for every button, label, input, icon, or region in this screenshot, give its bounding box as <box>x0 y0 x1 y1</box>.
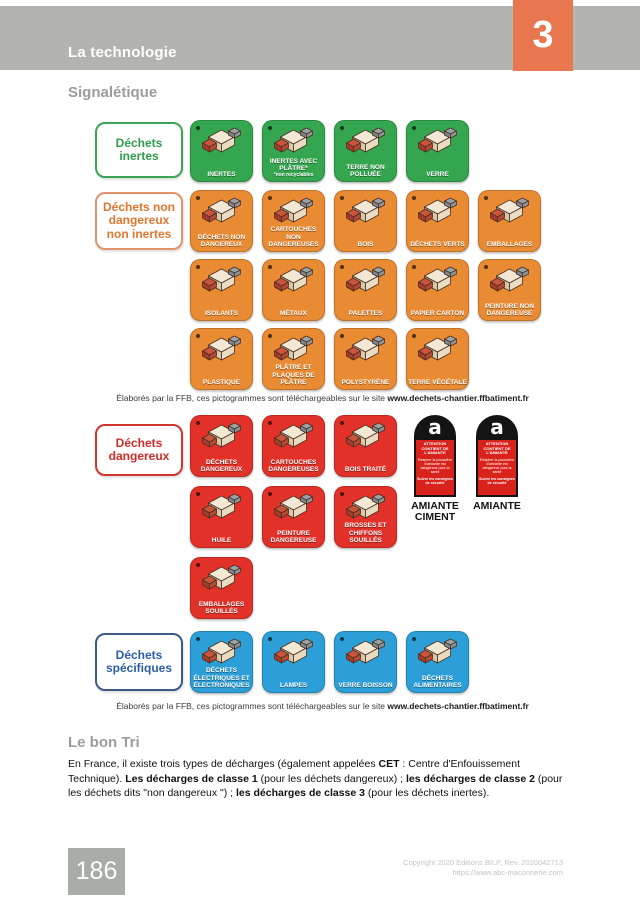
pictogram-tile-terre-vegetale <box>406 328 469 390</box>
asbestos-tag-amiante-ciment <box>414 415 456 497</box>
pictogram-label: VERRE BOISSON <box>338 681 393 689</box>
section-title-bon-tri: Le bon Tri <box>68 734 140 751</box>
asbestos-warning-panel <box>414 440 456 497</box>
asbestos-info-text: Respirer la poussière d'amiante est dangereux pour la santé <box>480 457 514 475</box>
waste-pictogram-icon <box>197 333 246 365</box>
pictogram-label: PAPIER CARTON <box>410 309 465 317</box>
asbestos-label-amiante-ciment: AMIANTE CIMENT <box>411 500 459 523</box>
asbestos-a-icon: a <box>476 415 518 440</box>
pictogram-tile-emballages <box>478 190 541 252</box>
waste-pictogram-icon <box>485 195 534 227</box>
waste-pictogram-icon <box>269 333 318 365</box>
waste-pictogram-icon <box>197 264 246 296</box>
pictogram-tile-verre <box>406 120 469 182</box>
waste-pictogram-icon <box>341 125 390 157</box>
pictogram-label: BROSSES ET CHIFFONS SOUILLÉS <box>344 522 387 544</box>
waste-pictogram-icon <box>269 636 318 668</box>
pictogram-tile-metaux <box>262 259 325 321</box>
pictogram-tile-papier-carton <box>406 259 469 321</box>
pictogram-label: EMBALLAGES <box>486 240 533 248</box>
pictogram-label: TERRE NON POLLUÉE <box>346 163 385 178</box>
copyright-line1: Copyright 2020 Editions BILP, Rev. 2020042713 <box>403 858 563 867</box>
pictogram-tile-verre-boisson <box>334 631 397 693</box>
bon-tri-paragraph: En France, il existe trois types de décharges (également appelées CET : Centre d'Enfouissement Technique). Les décharges de classe 1 (pour les déchets dangereux) ; les décharges de classe 2 (pour les déchets dits "non dangereux ") ; les décharges de classe 3 (pour les déchets inertes). <box>68 758 563 799</box>
caption-url: www.dechets-chantier.ffbatiment.fr <box>387 393 529 403</box>
pictogram-tile-inertes-avec-platre <box>262 120 325 182</box>
waste-pictogram-icon <box>197 491 246 523</box>
pictogram-tile-bois-traite <box>334 415 397 477</box>
pictogram-label: INERTES AVEC PLÂTRE* <box>269 157 318 172</box>
waste-pictogram-icon <box>197 636 246 668</box>
caption-text: Élaborés par la FFB, ces pictogrammes sont téléchargeables sur le site <box>116 393 388 403</box>
pictogram-label: POLYSTYRÈNE <box>341 378 390 386</box>
pictogram-label: MÉTAUX <box>280 309 307 317</box>
pictogram-label: LAMPES <box>279 681 308 689</box>
asbestos-warning-text: ATTENTION CONTIENT DE L'AMIANTE <box>421 441 449 456</box>
pictogram-tile-dechets-dangereux <box>190 415 253 477</box>
waste-pictogram-icon <box>197 420 246 452</box>
pictogram-label: PEINTURE DANGEREUSE <box>270 529 317 544</box>
waste-pictogram-icon <box>341 636 390 668</box>
pictogram-label: PALETTES <box>348 309 383 317</box>
caption-url: www.dechets-chantier.ffbatiment.fr <box>387 701 529 711</box>
pictogram-tile-polystyrene <box>334 328 397 390</box>
pictogram-label: DÉCHETS NON DANGEREUX <box>197 233 246 248</box>
waste-pictogram-icon <box>341 491 390 523</box>
waste-pictogram-icon <box>413 195 462 227</box>
waste-pictogram-icon <box>341 195 390 227</box>
page-title: La technologie <box>68 44 177 61</box>
pictogram-tile-cartouches-dangereuses <box>262 415 325 477</box>
pictogram-tile-emballages-souilles <box>190 557 253 619</box>
pictogram-label: INERTES <box>207 170 236 178</box>
pictogram-label: BOIS TRAITÉ <box>344 465 387 473</box>
pictogram-label: TERRE VÉGÉTALE <box>408 378 467 386</box>
waste-pictogram-icon <box>269 491 318 523</box>
waste-pictogram-icon <box>197 562 246 594</box>
pictogram-tile-inertes <box>190 120 253 182</box>
pictogram-sublabel: *non recyclables <box>273 172 314 178</box>
group-label-specifiques: Déchets spécifiques <box>95 633 183 691</box>
pictogram-label: ISOLANTS <box>205 309 238 317</box>
waste-pictogram-icon <box>341 264 390 296</box>
page-number: 186 <box>68 848 125 895</box>
waste-pictogram-icon <box>269 195 318 227</box>
pictogram-tile-peinture-non-dangereuse <box>478 259 541 321</box>
waste-pictogram-icon <box>269 420 318 452</box>
asbestos-a-icon: a <box>414 415 456 440</box>
pictogram-label: VERRE <box>426 170 449 178</box>
pictogram-label: PLÂTRE ET PLAQUES DE PLÂTRE <box>272 364 315 386</box>
pictogram-label: PLASTIQUE <box>202 378 241 386</box>
caption-text: Élaborés par la FFB, ces pictogrammes sont téléchargeables sur le site <box>116 701 388 711</box>
pictogram-tile-dechets-non-dangereux <box>190 190 253 252</box>
pictogram-tile-dechets-verts <box>406 190 469 252</box>
section-title-signaletique: Signalétique <box>68 84 158 101</box>
pictogram-tile-cartouches-non-dangereuses <box>262 190 325 252</box>
pictogram-tile-isolants <box>190 259 253 321</box>
pictogram-tile-platre <box>262 328 325 390</box>
waste-pictogram-icon <box>413 264 462 296</box>
pictogram-label: DÉCHETS ALIMENTAIRES <box>413 674 462 689</box>
group-label-dangereux: Déchets dangereux <box>95 424 183 476</box>
copyright <box>403 858 563 877</box>
group-label-non-dangereux: Déchets non dangereux non inertes <box>95 192 183 250</box>
pictogram-tile-terre-non-polluee <box>334 120 397 182</box>
group-label-inertes: Déchets inertes <box>95 122 183 178</box>
ffb-caption <box>95 393 550 403</box>
waste-pictogram-icon <box>413 333 462 365</box>
copyright-line2: https://www.abc-maconnerie.com <box>452 867 563 877</box>
pictogram-label: EMBALLAGES SOUILLÉS <box>198 600 245 615</box>
ffb-caption <box>95 701 550 711</box>
pictogram-tile-dechets-alimentaires <box>406 631 469 693</box>
pictogram-tile-bois <box>334 190 397 252</box>
pictogram-label: CARTOUCHES NON DANGEREUSES <box>268 226 319 248</box>
pictogram-label: DÉCHETS DANGEREUX <box>200 458 243 473</box>
waste-pictogram-icon <box>413 125 462 157</box>
pictogram-label: DÉCHETS ÉLECTRIQUES ET ÉLECTRONIQUES <box>193 667 250 689</box>
waste-pictogram-icon <box>413 636 462 668</box>
pictogram-tile-lampes <box>262 631 325 693</box>
asbestos-advice-text: Suivre les consignes de sécurité <box>479 476 515 485</box>
waste-pictogram-icon <box>269 125 318 157</box>
pictogram-label: DÉCHETS VERTS <box>410 240 465 248</box>
waste-pictogram-icon <box>341 420 390 452</box>
waste-pictogram-icon <box>269 264 318 296</box>
waste-pictogram-icon <box>341 333 390 365</box>
asbestos-warning-text: ATTENTION CONTIENT DE L'AMIANTE <box>483 441 511 456</box>
waste-pictogram-icon <box>197 195 246 227</box>
pictogram-label: CARTOUCHES DANGEREUSES <box>268 458 319 473</box>
asbestos-label-amiante: AMIANTE <box>473 500 521 512</box>
pictogram-tile-plastique <box>190 328 253 390</box>
pictogram-tile-brosses-chiffons <box>334 486 397 548</box>
asbestos-warning-panel <box>476 440 518 497</box>
chapter-number-badge: 3 <box>513 0 573 71</box>
pictogram-tile-palettes <box>334 259 397 321</box>
asbestos-tag-amiante <box>476 415 518 497</box>
pictogram-tile-peinture-dangereuse <box>262 486 325 548</box>
waste-pictogram-icon <box>197 125 246 157</box>
pictogram-tile-huile <box>190 486 253 548</box>
asbestos-info-text: Respirer la poussière d'amiante est dangereux pour la santé <box>418 457 452 475</box>
pictogram-label: PEINTURE NON DANGEREUSE <box>484 302 535 317</box>
asbestos-advice-text: Suivre les consignes de sécurité <box>417 476 453 485</box>
pictogram-tile-dechets-electriques <box>190 631 253 693</box>
pictogram-label: HUILE <box>211 536 232 544</box>
pictogram-label: BOIS <box>357 240 374 248</box>
waste-pictogram-icon <box>485 264 534 296</box>
